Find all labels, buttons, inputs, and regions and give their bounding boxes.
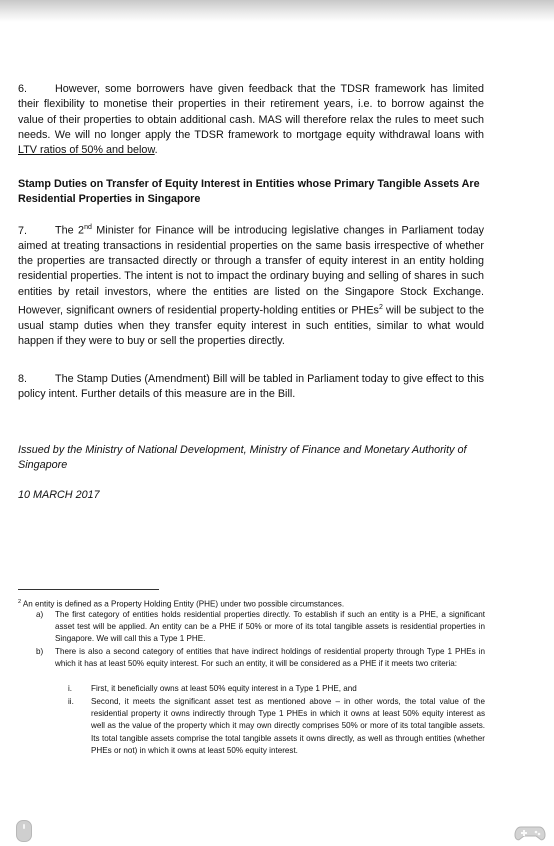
footnote-item-b: There is also a second category of entities that have indirect holdings of residential property through Type 1 PHEs in which it has at least 50% equity interest. For such an entity, it will be considered as a PHE if it meets two criteria: [55, 647, 485, 669]
paragraph-text: However, some borrowers have given feedback that the TDSR framework has limited their flexibility to monetise their properties in their retirement years, i.e. to borrow against the value of their properties to obtain additional cash. MAS will therefore relax the rules to meet such needs. We will no longer apply the TDSR framework to mortgage equity withdrawal loans with [18, 83, 484, 141]
footnote-subitem-label: i. [68, 684, 73, 693]
footnote-divider [18, 589, 159, 590]
paragraph-number: 6. [18, 83, 28, 95]
mouse-icon[interactable] [16, 820, 32, 842]
paragraph-8 [18, 372, 484, 403]
footnote-marker: 2 [18, 599, 22, 605]
footnote-reference: 2 [378, 304, 383, 312]
ltv-ratio-text: LTV ratios of 50% and below [18, 144, 155, 157]
paragraph-text: Minister for Finance will be introducing legislative changes in Parliament today aimed at treating transactions in residential properties on the same basis irrespective of whether the properties are transacted directly or through a transfer of equity interest in an entity holding residential properties. The intent is not to impact the ordinary buying and selling of shares in such entities by retail investors, where the entities are listed on the Singapore Stock Exchange. However, significant owners of residential property-holding entities or PHEs [18, 224, 485, 317]
viewer-top-bar [0, 0, 554, 22]
paragraph-text: The 2 [55, 224, 85, 237]
paragraph-7 [18, 220, 484, 350]
footnote-item-a: The first category of entities holds residential properties directly. To establish if such an entity is a PHE, a significant asset test will be applied. An entity can be a PHE if 50% or more of its total tangible assets is residential properties in Singapore. We will call this a Type 1 PHE. [55, 610, 485, 644]
paragraph-6 [18, 82, 484, 158]
ordinal-superscript: nd [84, 224, 92, 231]
footnote-subitem-ii: Second, it meets the significant asset test as mentioned above – in other words, the total value of the residential property it owns indirectly through Type 1 PHEs in which it owns at least 50% equity interest as well as the value of the property which it may own directly comprises 50% or more of its total tangible assets. Its total tangible assets comprise the total tangible assets it owns directly, as well as through entities (whether PHEs or not) in which it owns at least 50% equity interest. [91, 697, 485, 755]
section-heading: Stamp Duties on Transfer of Equity Interest in Entities whose Primary Tangible Assets Are Residential Properties in Singapore [18, 178, 480, 206]
footnote-item-label: b) [36, 647, 44, 656]
footnote-intro-text: An entity is defined as a Property Holding Entity (PHE) under two possible circumstances. [22, 599, 345, 609]
issued-by: Issued by the Ministry of National Development, Ministry of Finance and Monetary Authority of Singapore [18, 444, 467, 472]
release-date: 10 MARCH 2017 [18, 489, 100, 501]
gamepad-icon[interactable] [514, 824, 546, 842]
paragraph-text: will be subject to the usual stamp duties when they transfer equity interest in such entities, similar to what would happen if they were to buy or sell the properties directly. [18, 304, 484, 348]
footnote-subitem-i: First, it beneficially owns at least 50% equity interest in a Type 1 PHE, and [91, 684, 357, 693]
footnote-item-label: a) [36, 610, 44, 619]
footnote-subitem-label: ii. [68, 697, 74, 706]
paragraph-number: 7. [18, 224, 28, 237]
paragraph-text: The Stamp Duties (Amendment) Bill will be tabled in Parliament today to give effect to this policy intent. Further details of this measure are in the Bill. [18, 373, 484, 401]
paragraph-end: . [154, 144, 158, 157]
paragraph-number: 8. [18, 373, 28, 385]
